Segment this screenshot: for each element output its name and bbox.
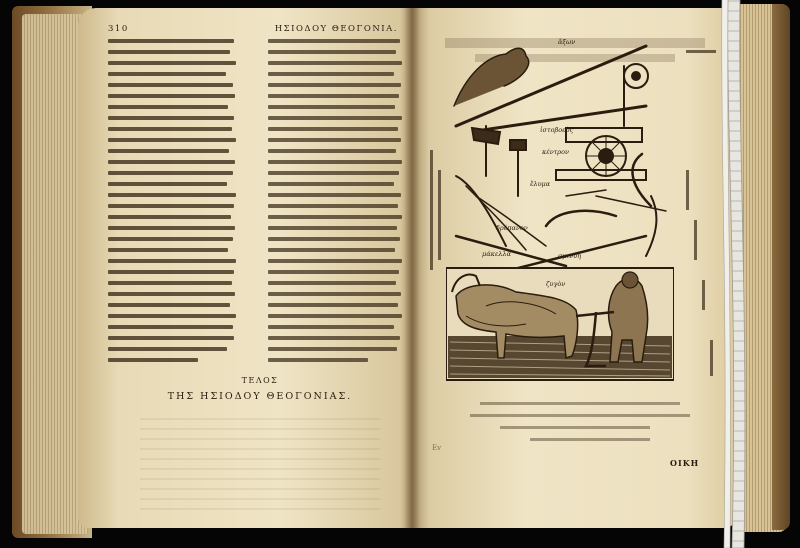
woodcut-illustration xyxy=(446,36,674,382)
greek-text-column-right xyxy=(268,36,404,366)
label-yoke: ζυγὸν xyxy=(546,280,566,288)
colophon-title: ΤΗΣ ΗΣΙΟΔΟΥ ΘΕΟΓΟΝΙΑΣ. xyxy=(167,391,353,402)
label-pick: μάκελλα xyxy=(482,250,511,258)
right-page-lower-text xyxy=(470,398,710,462)
signature-mark: Ev xyxy=(432,444,442,452)
label-beam: ἱστοβοεὺς xyxy=(540,126,574,134)
label-goad: κέντρον xyxy=(542,148,569,156)
label-axle: ἄξων xyxy=(558,38,576,46)
left-page-header xyxy=(108,24,398,34)
ribbon-bookmark xyxy=(718,0,748,548)
catchword: ΟΙΚΗ xyxy=(670,458,700,468)
show-through-text xyxy=(140,410,380,510)
greek-text-column-left xyxy=(108,36,238,366)
right-cover-board xyxy=(772,4,790,530)
text-lines-graphic xyxy=(108,36,238,366)
colophon-telos: ΤΕΛΟΣ xyxy=(241,376,279,385)
label-ploughshare: ἔλυμα xyxy=(530,180,551,188)
gutter-shadow xyxy=(404,8,420,528)
page-number: 310 xyxy=(108,24,129,34)
label-sickle: δρέπανον xyxy=(496,224,528,232)
inner-margin-labels xyxy=(426,150,446,280)
running-head: ΗΣΙΟΔΟΥ ΘΕΟΓΟΝΙΑ. xyxy=(274,24,398,34)
label-hoe: σμινύη xyxy=(558,252,582,260)
text-lines-graphic xyxy=(268,36,404,366)
lower-text-graphic xyxy=(470,398,710,458)
